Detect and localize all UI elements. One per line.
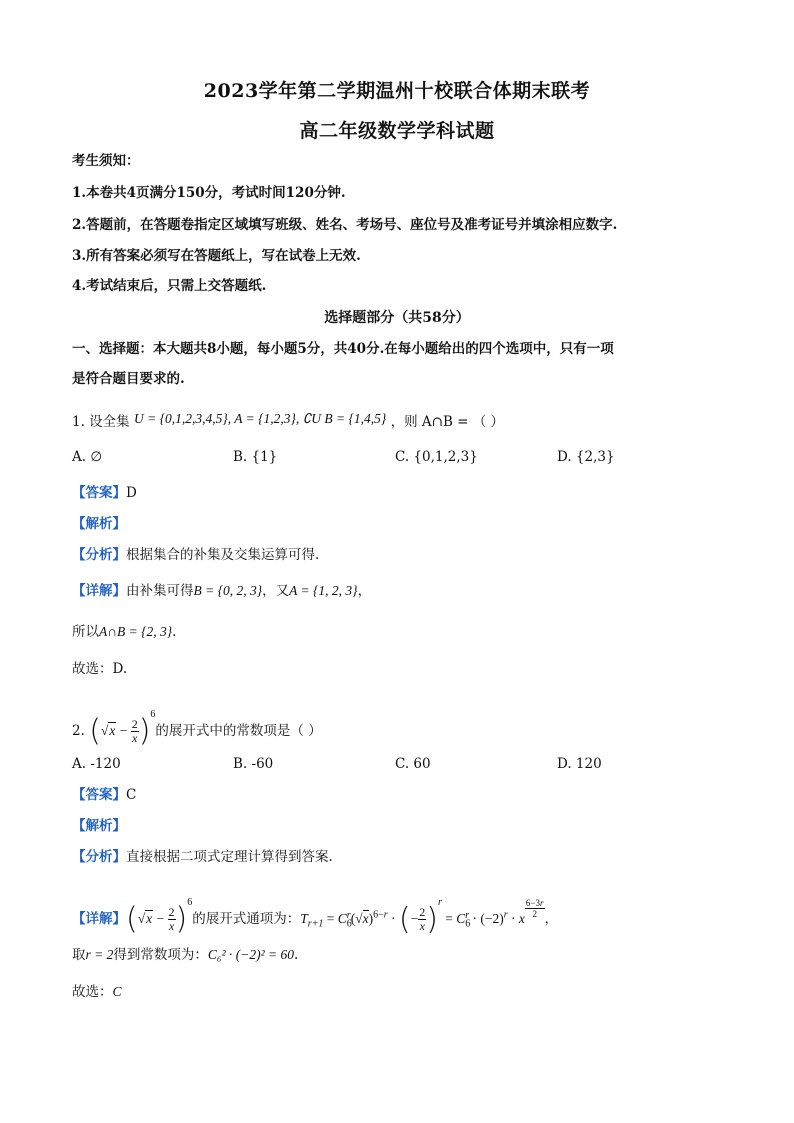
q2-stem-text: 的展开式中的常数项是（ ）	[155, 723, 322, 739]
q1-option-d: D. {2,3}	[557, 449, 615, 465]
q2-stem	[72, 698, 322, 748]
notice-item-2: 2.答题前，在答题卷指定区域填写班级、姓名、考场号、座位号及准考证号并填涂相应数字.	[72, 217, 618, 233]
q2-detail-text: 的展开式通项为：	[192, 911, 301, 927]
q1-answer-value: D	[126, 485, 137, 501]
q1-so-math: A∩B = {2, 3}	[99, 624, 173, 639]
q1-stem	[72, 410, 504, 431]
q2-option-a: A. -120	[72, 756, 121, 772]
notice-item-1: 1.本卷共4页满分150分，考试时间120分钟.	[72, 185, 346, 201]
q2-take-mid: 得到常数项为：	[113, 947, 208, 963]
q2-binomial: (√x − $\frac{2}{x}$ )$^6$	[89, 709, 156, 749]
q2-fenxi	[72, 848, 333, 866]
q1-answer	[72, 484, 137, 502]
q2-answer-value: C	[126, 787, 137, 803]
q1-detail-pre: 由补集可得	[126, 583, 194, 599]
q1-option-b: B. {1}	[233, 449, 278, 465]
exam-subtitle: 高二年级数学学科试题	[299, 120, 495, 142]
q2-take-pre: 取	[72, 947, 86, 963]
q2-general-term: $T_{r+1} = C_6^r(√x)^{6-r}$ · (− $\frac{2}{x}$ )$^r = C_6^r \cdot (-2)^r \cdot x$ $^{\frac{6-3r}{2}}$ ，	[300, 897, 559, 937]
q1-detail	[72, 582, 371, 600]
exam-title: 2023学年第二学期温州十校联合体期末联考	[203, 80, 591, 102]
q2-answer-tag: 【答案】	[72, 787, 126, 803]
q1-detail-math-1: B = {0, 2, 3}	[193, 583, 263, 598]
q2-take	[72, 946, 298, 964]
q1-analysis	[72, 515, 126, 533]
q1-option-a: A. ∅	[72, 449, 103, 465]
q1-detail-end: ，	[357, 583, 372, 599]
q1-detail-math-2: A = {1, 2, 3}	[289, 583, 358, 598]
q1-choose: 故选：D.	[72, 661, 128, 677]
q2-choose-value: C	[112, 984, 122, 999]
q2-detail	[72, 884, 558, 944]
q1-prefix: 1. 设全集	[72, 414, 130, 430]
q1-answer-tag: 【答案】	[72, 485, 126, 501]
q2-prefix: 2.	[72, 723, 85, 739]
notice-heading: 考生须知：	[72, 153, 140, 169]
section-title: 选择题部分（共58分）	[324, 310, 470, 326]
q1-fenxi-tag: 【分析】	[72, 547, 126, 563]
q2-fenxi-tag: 【分析】	[72, 849, 126, 865]
q2-analysis	[72, 817, 126, 835]
q1-fenxi	[72, 546, 319, 564]
q1-stem-math: U = {0,1,2,3,4,5}, A = {1,2,3}, ∁U B = {1,4,5}	[133, 411, 387, 426]
q2-take-math: r = 2	[85, 947, 114, 962]
q1-option-c: C. {0,1,2,3}	[395, 449, 478, 465]
q2-choose	[72, 983, 122, 1001]
q2-detail-tag: 【详解】	[72, 911, 126, 927]
q1-so-end: .	[172, 624, 177, 640]
q1-so	[72, 623, 176, 641]
notice-item-3: 3.所有答案必须写在答题纸上，写在试卷上无效.	[72, 248, 361, 264]
q1-detail-tag: 【详解】	[72, 583, 126, 599]
q2-option-b: B. -60	[233, 756, 274, 772]
q2-choose-pre: 故选：	[72, 984, 113, 1000]
q2-answer	[72, 786, 136, 804]
section-instruction-2: 是符合题目要求的.	[72, 371, 185, 387]
q2-take-math-2: C₆² · (−2)² = 60	[207, 947, 295, 962]
q1-detail-mid: ，又	[262, 583, 290, 599]
q2-option-d: D. 120	[557, 756, 602, 772]
q2-take-end: .	[294, 947, 299, 963]
q2-analysis-tag: 【解析】	[72, 818, 126, 834]
notice-item-4: 4.考试结束后，只需上交答题纸.	[72, 278, 267, 294]
q2-fenxi-text: 直接根据二项式定理计算得到答案.	[126, 849, 333, 865]
q2-option-c: C. 60	[395, 756, 431, 772]
q1-fenxi-text: 根据集合的补集及交集运算可得.	[126, 547, 320, 563]
q2-detail-binomial: (√x − $\frac{2}{x}$ )$^6$	[126, 897, 193, 937]
q1-suffix: ，则 A∩B = （ ）	[390, 414, 505, 430]
section-instruction-1: 一、选择题：本大题共8小题，每小题5分，共40分.在每小题给出的四个选项中，只有一项	[72, 341, 614, 357]
q1-so-pre: 所以	[72, 624, 99, 640]
q1-analysis-tag: 【解析】	[72, 516, 126, 532]
